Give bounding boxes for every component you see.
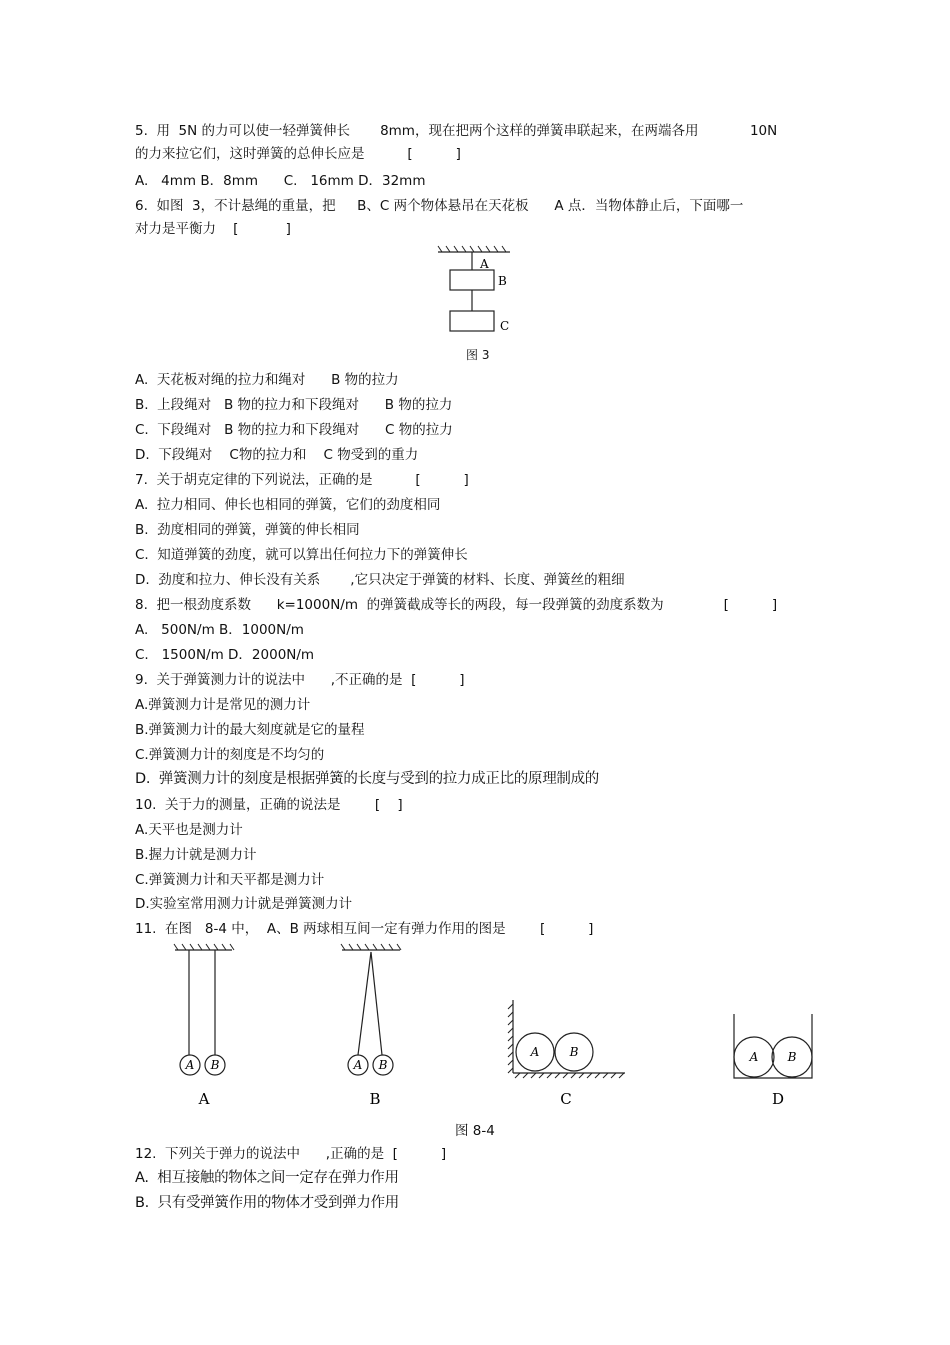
q5-stem-line2: 的力来拉它们，这时弹簧的总伸长应是 [ ] [135, 146, 461, 162]
panel-d-ball-b-label: B [787, 1050, 797, 1064]
q5-stem-line1: 5. 用 5N 的力可以使一轻弹簧伸长 8mm，现在把两个这样的弹簧串联起来，在两端各用 10N [135, 123, 778, 139]
figure-3 [430, 244, 530, 344]
q11-stem: 11. 在图 8-4 中， A、B 两球相互间一定有弹力作用的图是 [ ] [135, 921, 594, 937]
q10-option-c: C.弹簧测力计和天平都是测力计 [135, 872, 325, 888]
panel-label-d: D [771, 1090, 785, 1108]
q7-option-c: C. 知道弹簧的劲度，就可以算出任何拉力下的弹簧伸长 [135, 547, 468, 563]
panel-label-c: C [560, 1090, 572, 1108]
q10-stem: 10. 关于力的测量，正确的说法是 [ ] [135, 797, 403, 813]
panel-c-diagram [508, 1000, 625, 1078]
q6-stem-line1: 6. 如图 3，不计悬绳的重量，把 B、C 两个物体悬吊在天花板 A 点．当物体静止后，下面哪一 [135, 198, 744, 214]
q8-stem: 8. 把一根劲度系数 k=1000N/m 的弹簧截成等长的两段，每一段弹簧的劲度系数为 [ ] [135, 597, 778, 613]
q8-options-ab: A. 500N/m B．1000N/m [135, 622, 304, 638]
q9-stem: 9. 关于弹簧测力计的说法中 ,不正确的是 [ ] [135, 672, 465, 688]
panel-b-ball-b-label: B [378, 1058, 388, 1072]
q7-option-d: D. 劲度和拉力、伸长没有关系 ,它只决定于弹簧的材料、长度、弹簧丝的粗细 [135, 572, 625, 588]
q6-stem-line2: 对力是平衡力 [ ] [135, 221, 291, 237]
q10-option-d: D.实验室常用测力计就是弹簧测力计 [135, 896, 353, 912]
panel-b-ball-a-label: A [353, 1058, 363, 1072]
q9-option-b: B.弹簧测力计的最大刻度就是它的量程 [135, 722, 365, 738]
panel-a-ball-a-label: A [185, 1058, 195, 1072]
q6-option-d: D. 下段绳对 C物的拉力和 C 物受到的重力 [135, 447, 419, 463]
q9-option-a: A.弹簧测力计是常见的测力计 [135, 697, 311, 713]
panel-label-a: A [198, 1090, 210, 1108]
figure-8-4 [160, 942, 840, 1112]
panel-b-diagram [341, 944, 401, 1075]
q8-options-cd: C. 1500N/m D．2000N/m [135, 647, 315, 663]
q6-option-a: A. 天花板对绳的拉力和绳对 B 物的拉力 [135, 372, 399, 388]
q12-option-a: A. 相互接触的物体之间一定存在弹力作用 [135, 1170, 399, 1186]
panel-d-diagram [734, 1014, 812, 1078]
panel-label-b: B [369, 1090, 381, 1108]
figure-8-4-caption: 图 8-4 [455, 1123, 495, 1139]
q6-option-b: B. 上段绳对 B 物的拉力和下段绳对 B 物的拉力 [135, 397, 453, 413]
q10-option-a: A.天平也是测力计 [135, 822, 243, 838]
panel-c-ball-b-label: B [569, 1045, 579, 1059]
fig3-label-a: A [480, 257, 489, 271]
q9-option-d: D. 弹簧测力计的刻度是根据弹簧的长度与受到的拉力成正比的原理制成的 [135, 771, 599, 787]
q7-option-b: B. 劲度相同的弹簧，弹簧的伸长相同 [135, 522, 360, 538]
panel-a-diagram [174, 944, 234, 1075]
q6-option-c: C. 下段绳对 B 物的拉力和下段绳对 C 物的拉力 [135, 422, 453, 438]
fig3-label-b: B [498, 274, 507, 288]
panel-a-ball-b-label: B [210, 1058, 220, 1072]
q12-stem: 12. 下列关于弹力的说法中 ,正确的是 [ ] [135, 1146, 447, 1162]
q7-option-a: A. 拉力相同、伸长也相同的弹簧，它们的劲度相同 [135, 497, 441, 513]
panel-c-ball-a-label: A [530, 1045, 540, 1059]
q10-option-b: B.握力计就是测力计 [135, 847, 257, 863]
panel-d-ball-a-label: A [749, 1050, 759, 1064]
figure-3-caption: 图 3 [466, 348, 490, 362]
q12-option-b: B. 只有受弹簧作用的物体才受到弹力作用 [135, 1195, 399, 1211]
q9-option-c: C.弹簧测力计的刻度是不均匀的 [135, 747, 325, 763]
fig3-label-c: C [500, 319, 510, 333]
q5-options: A. 4mm B．8mm C. 16mm D．32mm [135, 173, 426, 189]
q7-stem: 7. 关于胡克定律的下列说法，正确的是 [ ] [135, 472, 469, 488]
